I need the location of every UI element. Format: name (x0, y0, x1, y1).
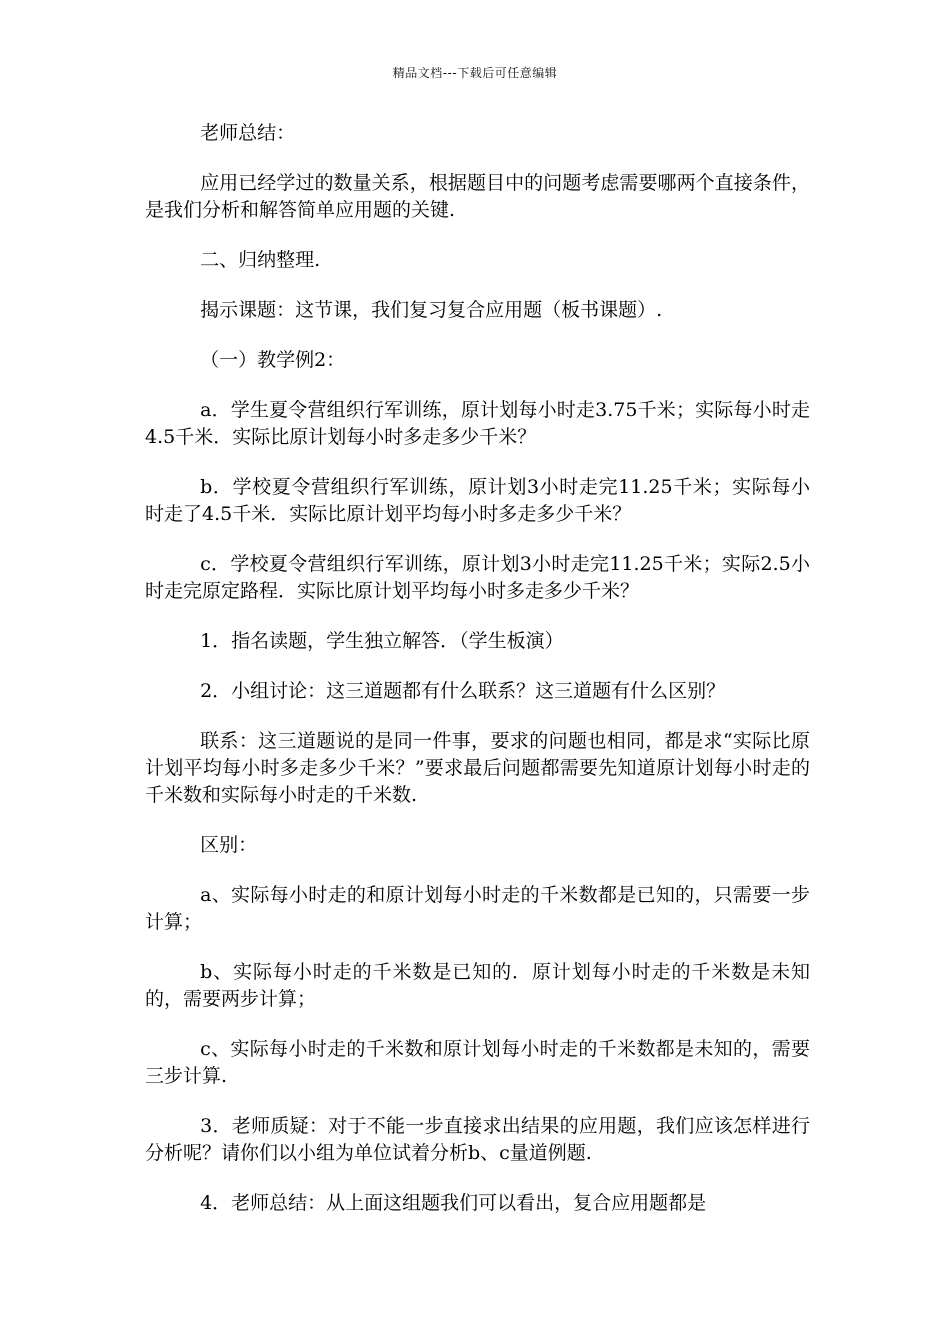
paragraph-difference-heading: 区别： (200, 834, 258, 856)
page-header: 精品文档---下载后可任意编辑 (392, 66, 558, 80)
paragraph-step-1: 1．指名读题，学生独立解答．（学生板演） (200, 630, 564, 652)
paragraph-example-b: b．学校夏令营组织行军训练，原计划3小时走完11.25千米；实际每小时走了4.5千米．实际比原计划平均每小时多走多少千米？ (145, 476, 810, 525)
paragraph-step-2: 2．小组讨论：这三道题都有什么联系？这三道题有什么区别？ (200, 680, 726, 702)
paragraph-section-heading: 二、归纳整理. (200, 249, 321, 271)
paragraph-difference-b: b、实际每小时走的千米数是已知的．原计划每小时走的千米数是未知的，需要两步计算； (145, 961, 810, 1010)
paragraph-step-3: 3．老师质疑：对于不能一步直接求出结果的应用题，我们应该怎样进行分析呢？请你们以小组为单位试着分析b、c量道例题. (145, 1115, 810, 1164)
paragraph-connection: 联系：这三道题说的是同一件事，要求的问题也相同，都是求“实际比原计划平均每小时多走多少千米？”要求最后问题都需要先知道原计划每小时走的千米数和实际每小时走的千米数. (145, 730, 810, 806)
paragraph-difference-a: a、实际每小时走的和原计划每小时走的千米数都是已知的，只需要一步计算； (145, 884, 810, 933)
paragraph-example-c: c．学校夏令营组织行军训练，原计划3小时走完11.25千米；实际2.5小时走完原定路程．实际比原计划平均每小时多走多少千米？ (145, 553, 810, 602)
paragraph-step-4: 4．老师总结：从上面这组题我们可以看出，复合应用题都是 (200, 1192, 707, 1214)
paragraph-summary-content: 应用已经学过的数量关系，根据题目中的问题考虑需要哪两个直接条件，是我们分析和解答简单应用题的关键. (145, 172, 810, 221)
paragraph-summary-heading: 老师总结： (200, 122, 296, 144)
paragraph-difference-c: c、实际每小时走的千米数和原计划每小时走的千米数都是未知的，需要三步计算. (145, 1038, 810, 1087)
paragraph-topic: 揭示课题：这节课，我们复习复合应用题（板书课题）. (200, 299, 663, 321)
paragraph-example-a: a．学生夏令营组织行军训练，原计划每小时走3.75千米；实际每小时走4.5千米．实际比原计划每小时多走多少千米？ (145, 399, 810, 448)
paragraph-example-heading: （一）教学例2： (200, 349, 346, 371)
document-body (145, 120, 810, 1240)
